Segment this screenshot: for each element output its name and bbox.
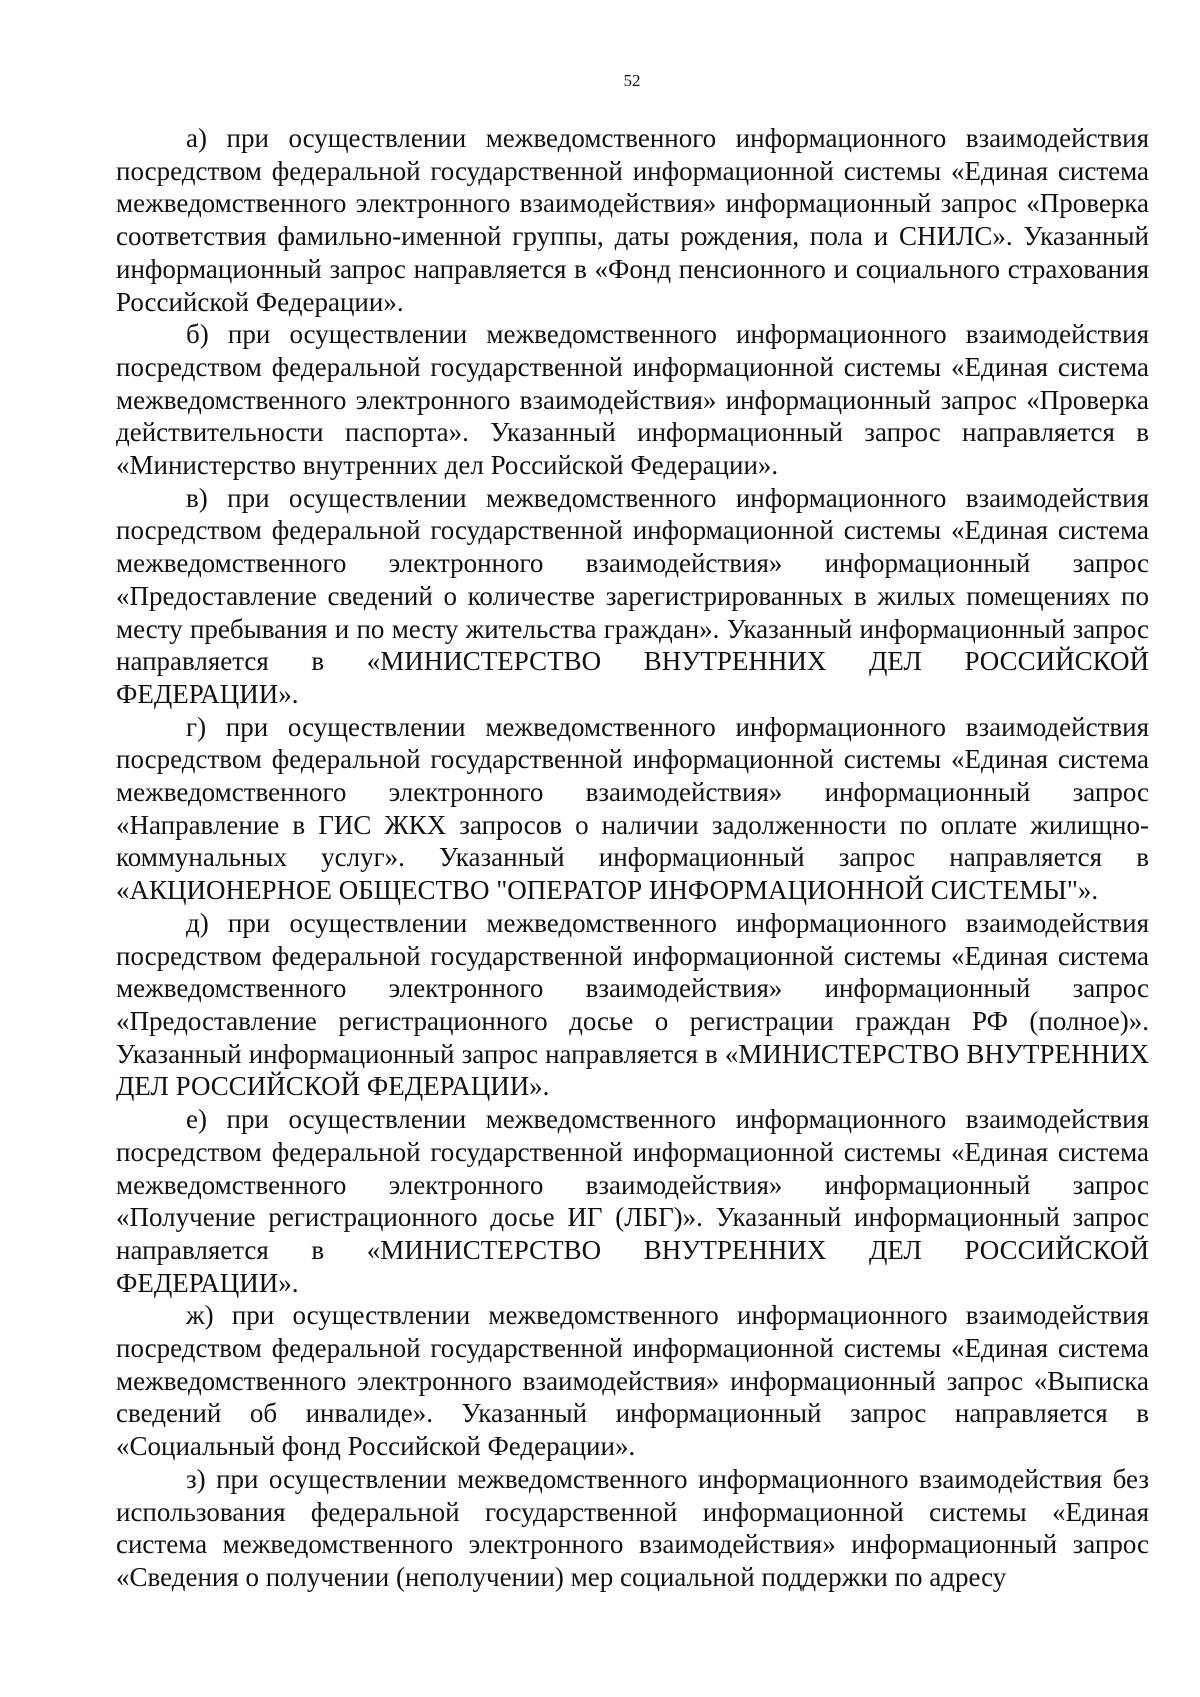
paragraph-a: а) при осуществлении межведомственного информационного взаимодействия посредством федеральной государственной информационной системы «Единая система межведомственного электронного взаимодействия» информационный запрос «Проверка соответствия фамильно-именной группы, даты рождения, пола и СНИЛС». Указанный информационный запрос направляется в «Фонд пенсионного и социального страхования Российской Федерации». (116, 123, 1149, 317)
paragraph-d: д) при осуществлении межведомственного информационного взаимодействия посредством федеральной государственной информационной системы «Единая система межведомственного электронного взаимодействия» информационный запрос «Предоставление регистрационного досье о регистрации граждан РФ (полное)». Указанный информационный запрос направляется в «МИНИСТЕРСТВО ВНУТРЕННИХ ДЕЛ РОССИЙСКОЙ ФЕДЕРАЦИИ». (116, 907, 1149, 1102)
paragraph-zh: ж) при осуществлении межведомственного информационного взаимодействия посредством федеральной государственной информационной системы «Единая система межведомственного электронного взаимодействия» информационный запрос «Выписка сведений об инвалиде». Указанный информационный запрос направляется в «Социальный фонд Российской Федерации». (116, 1300, 1149, 1462)
paragraph-z: з) при осуществлении межведомственного информационного взаимодействия без использования федеральной государственной информационной системы «Единая система межведомственного электронного взаимодействия» информационный запрос «Сведения о получении (неполучении) мер социальной поддержки по адресу (116, 1463, 1149, 1592)
page-number: 52 (623, 71, 641, 90)
paragraph-e: е) при осуществлении межведомственного информационного взаимодействия посредством федеральной государственной информационной системы «Единая система межведомственного электронного взаимодействия» информационный запрос «Получение регистрационного досье ИГ (ЛБГ)». Указанный информационный запрос направляется в «МИНИСТЕРСТВО ВНУТРЕННИХ ДЕЛ РОССИЙСКОЙ ФЕДЕРАЦИИ». (116, 1104, 1149, 1298)
document-body (116, 122, 1149, 1594)
paragraph-g: г) при осуществлении межведомственного информационного взаимодействия посредством федеральной государственной информационной системы «Единая система межведомственного электронного взаимодействия» информационный запрос «Направление в ГИС ЖКХ запросов о наличии задолженности по оплате жилищно-коммунальных услуг». Указанный информационный запрос направляется в «АКЦИОНЕРНОЕ ОБЩЕСТВО "ОПЕРАТОР ИНФОРМАЦИОННОЙ СИСТЕМЫ"». (116, 711, 1149, 906)
paragraph-b: б) при осуществлении межведомственного информационного взаимодействия посредством федеральной государственной информационной системы «Единая система межведомственного электронного взаимодействия» информационный запрос «Проверка действительности паспорта». Указанный информационный запрос направляется в «Министерство внутренних дел Российской Федерации». (116, 319, 1149, 481)
paragraph-v: в) при осуществлении межведомственного информационного взаимодействия посредством федеральной государственной информационной системы «Единая система межведомственного электронного взаимодействия» информационный запрос «Предоставление сведений о количестве зарегистрированных в жилых помещениях по месту пребывания и по месту жительства граждан». Указанный информационный запрос направляется в «МИНИСТЕРСТВО ВНУТРЕННИХ ДЕЛ РОССИЙСКОЙ ФЕДЕРАЦИИ». (116, 482, 1149, 709)
